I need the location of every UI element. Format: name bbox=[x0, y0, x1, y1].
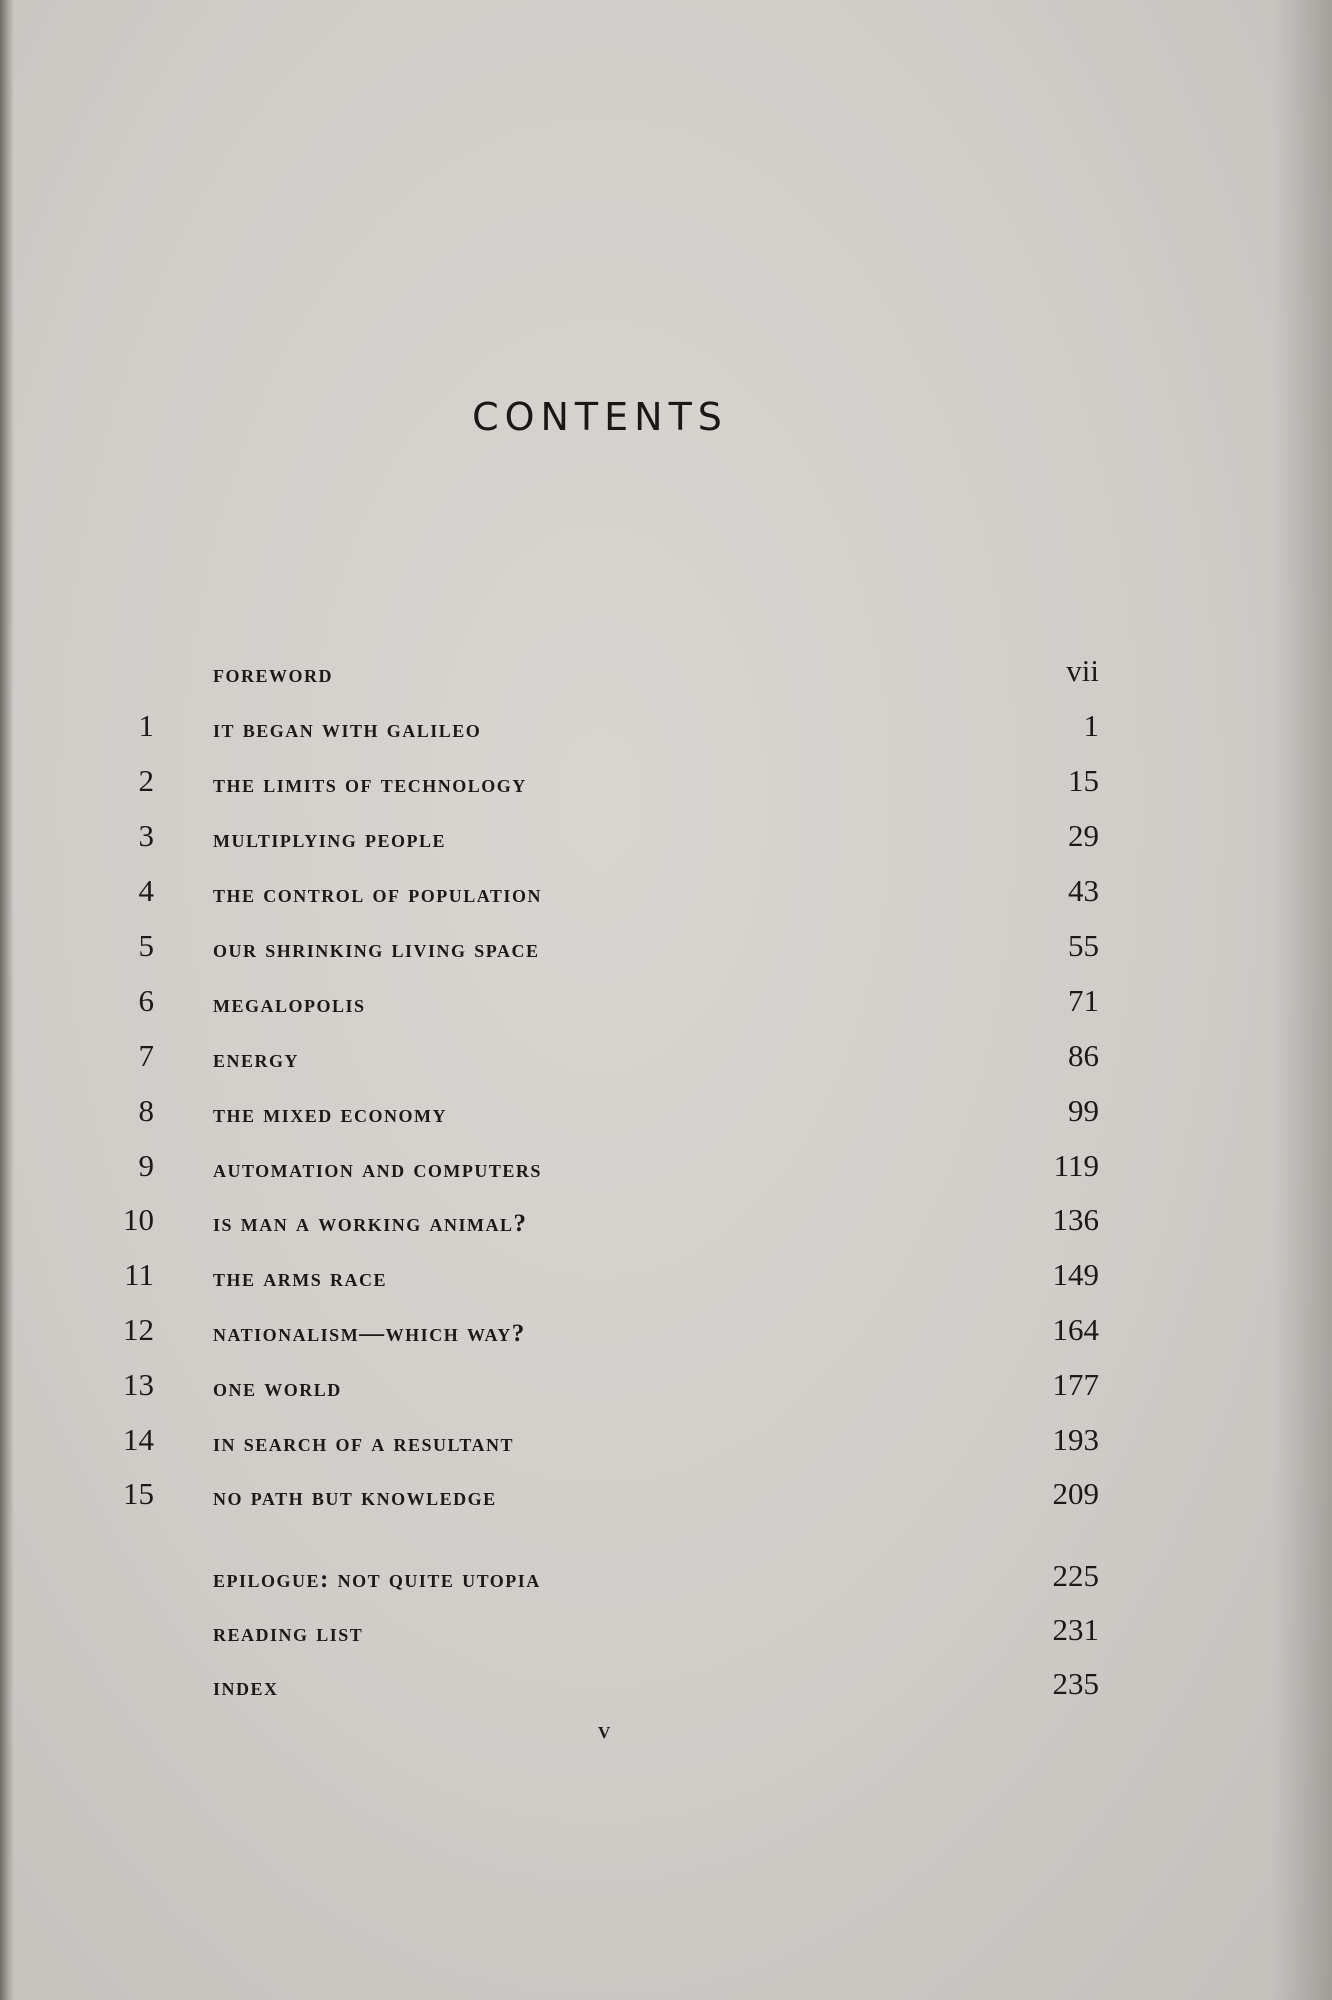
page-folio: v bbox=[598, 1718, 611, 1744]
chapter-number: 10 bbox=[123, 1202, 154, 1237]
toc-entry-page: 177 bbox=[1052, 1367, 1099, 1402]
toc-entry-label: index bbox=[213, 1674, 279, 1701]
toc-entry-page: 71 bbox=[1068, 983, 1099, 1018]
toc-entry-page: 55 bbox=[1068, 928, 1099, 963]
toc-entry-label: energy bbox=[213, 1046, 300, 1073]
toc-entry-label: foreword bbox=[213, 661, 333, 688]
chapter-number: 9 bbox=[138, 1148, 154, 1183]
toc-entry-page: 164 bbox=[1052, 1312, 1099, 1347]
toc-entry-label: the mixed economy bbox=[213, 1101, 448, 1128]
chapter-number: 5 bbox=[138, 928, 154, 963]
toc-entry-chapter-6 bbox=[0, 981, 1332, 1021]
toc-entry-page: 235 bbox=[1052, 1666, 1099, 1701]
toc-entry-page: 231 bbox=[1052, 1612, 1099, 1647]
toc-entry-label: the limits of technology bbox=[213, 771, 527, 798]
toc-entry-page: vii bbox=[1066, 653, 1099, 688]
toc-entry-page: 225 bbox=[1052, 1558, 1099, 1593]
toc-entry-label: the control of population bbox=[213, 881, 542, 908]
toc-entry-chapter-10 bbox=[0, 1200, 1332, 1240]
toc-entry-chapter-9 bbox=[0, 1146, 1332, 1186]
toc-entry-chapter-12 bbox=[0, 1310, 1332, 1350]
toc-entry-chapter-14 bbox=[0, 1420, 1332, 1460]
toc-entry-chapter-15 bbox=[0, 1474, 1332, 1514]
toc-entry-chapter-4 bbox=[0, 871, 1332, 911]
toc-entry-label: reading list bbox=[213, 1620, 364, 1647]
toc-entry-label: in search of a resultant bbox=[213, 1430, 515, 1457]
toc-entry-label: it began with galileo bbox=[213, 716, 482, 743]
toc-entry-chapter-2 bbox=[0, 761, 1332, 801]
toc-entry-page: 119 bbox=[1053, 1148, 1099, 1183]
toc-entry-label: is man a working animal? bbox=[213, 1210, 528, 1237]
toc-entry-label: no path but knowledge bbox=[213, 1484, 497, 1511]
chapter-number: 13 bbox=[123, 1367, 154, 1402]
toc-entry-label: multiplying people bbox=[213, 826, 446, 853]
toc-entry-foreword bbox=[0, 651, 1332, 691]
toc-entry-chapter-3 bbox=[0, 816, 1332, 856]
chapter-number: 6 bbox=[138, 983, 154, 1018]
toc-entry-chapter-1 bbox=[0, 706, 1332, 746]
toc-entry-page: 136 bbox=[1052, 1202, 1099, 1237]
toc-entry-label: megalopolis bbox=[213, 991, 366, 1018]
toc-entry-page: 43 bbox=[1068, 873, 1099, 908]
toc-entry-label: one world bbox=[213, 1375, 342, 1402]
toc-entry-label: automation and computers bbox=[213, 1156, 542, 1183]
chapter-number: 11 bbox=[124, 1257, 154, 1292]
toc-entry-page: 15 bbox=[1068, 763, 1099, 798]
toc-entry-chapter-8 bbox=[0, 1091, 1332, 1131]
toc-entry-chapter-5 bbox=[0, 926, 1332, 966]
toc-entry-page: 149 bbox=[1052, 1257, 1099, 1292]
chapter-number: 14 bbox=[123, 1422, 154, 1457]
page-title: CONTENTS bbox=[472, 395, 728, 439]
chapter-number: 7 bbox=[138, 1038, 154, 1073]
toc-entry-chapter-13 bbox=[0, 1365, 1332, 1405]
toc-entry-reading-list bbox=[0, 1610, 1332, 1650]
toc-entry-index bbox=[0, 1664, 1332, 1704]
chapter-number: 1 bbox=[138, 708, 154, 743]
chapter-number: 4 bbox=[138, 873, 154, 908]
toc-entry-chapter-11 bbox=[0, 1255, 1332, 1295]
toc-entry-label: our shrinking living space bbox=[213, 936, 540, 963]
toc-entry-epilogue bbox=[0, 1556, 1332, 1596]
toc-entry-page: 209 bbox=[1052, 1476, 1099, 1511]
toc-entry-page: 29 bbox=[1068, 818, 1099, 853]
chapter-number: 12 bbox=[123, 1312, 154, 1347]
chapter-number: 8 bbox=[138, 1093, 154, 1128]
toc-entry-label: epilogue: not quite utopia bbox=[213, 1566, 541, 1593]
toc-entry-label: the arms race bbox=[213, 1265, 388, 1292]
chapter-number: 2 bbox=[138, 763, 154, 798]
toc-entry-label: nationalism—which way? bbox=[213, 1320, 526, 1347]
toc-entry-page: 86 bbox=[1068, 1038, 1099, 1073]
toc-entry-page: 1 bbox=[1083, 708, 1099, 743]
toc-entry-page: 193 bbox=[1052, 1422, 1099, 1457]
toc-entry-page: 99 bbox=[1068, 1093, 1099, 1128]
chapter-number: 15 bbox=[123, 1476, 154, 1511]
toc-entry-chapter-7 bbox=[0, 1036, 1332, 1076]
chapter-number: 3 bbox=[138, 818, 154, 853]
